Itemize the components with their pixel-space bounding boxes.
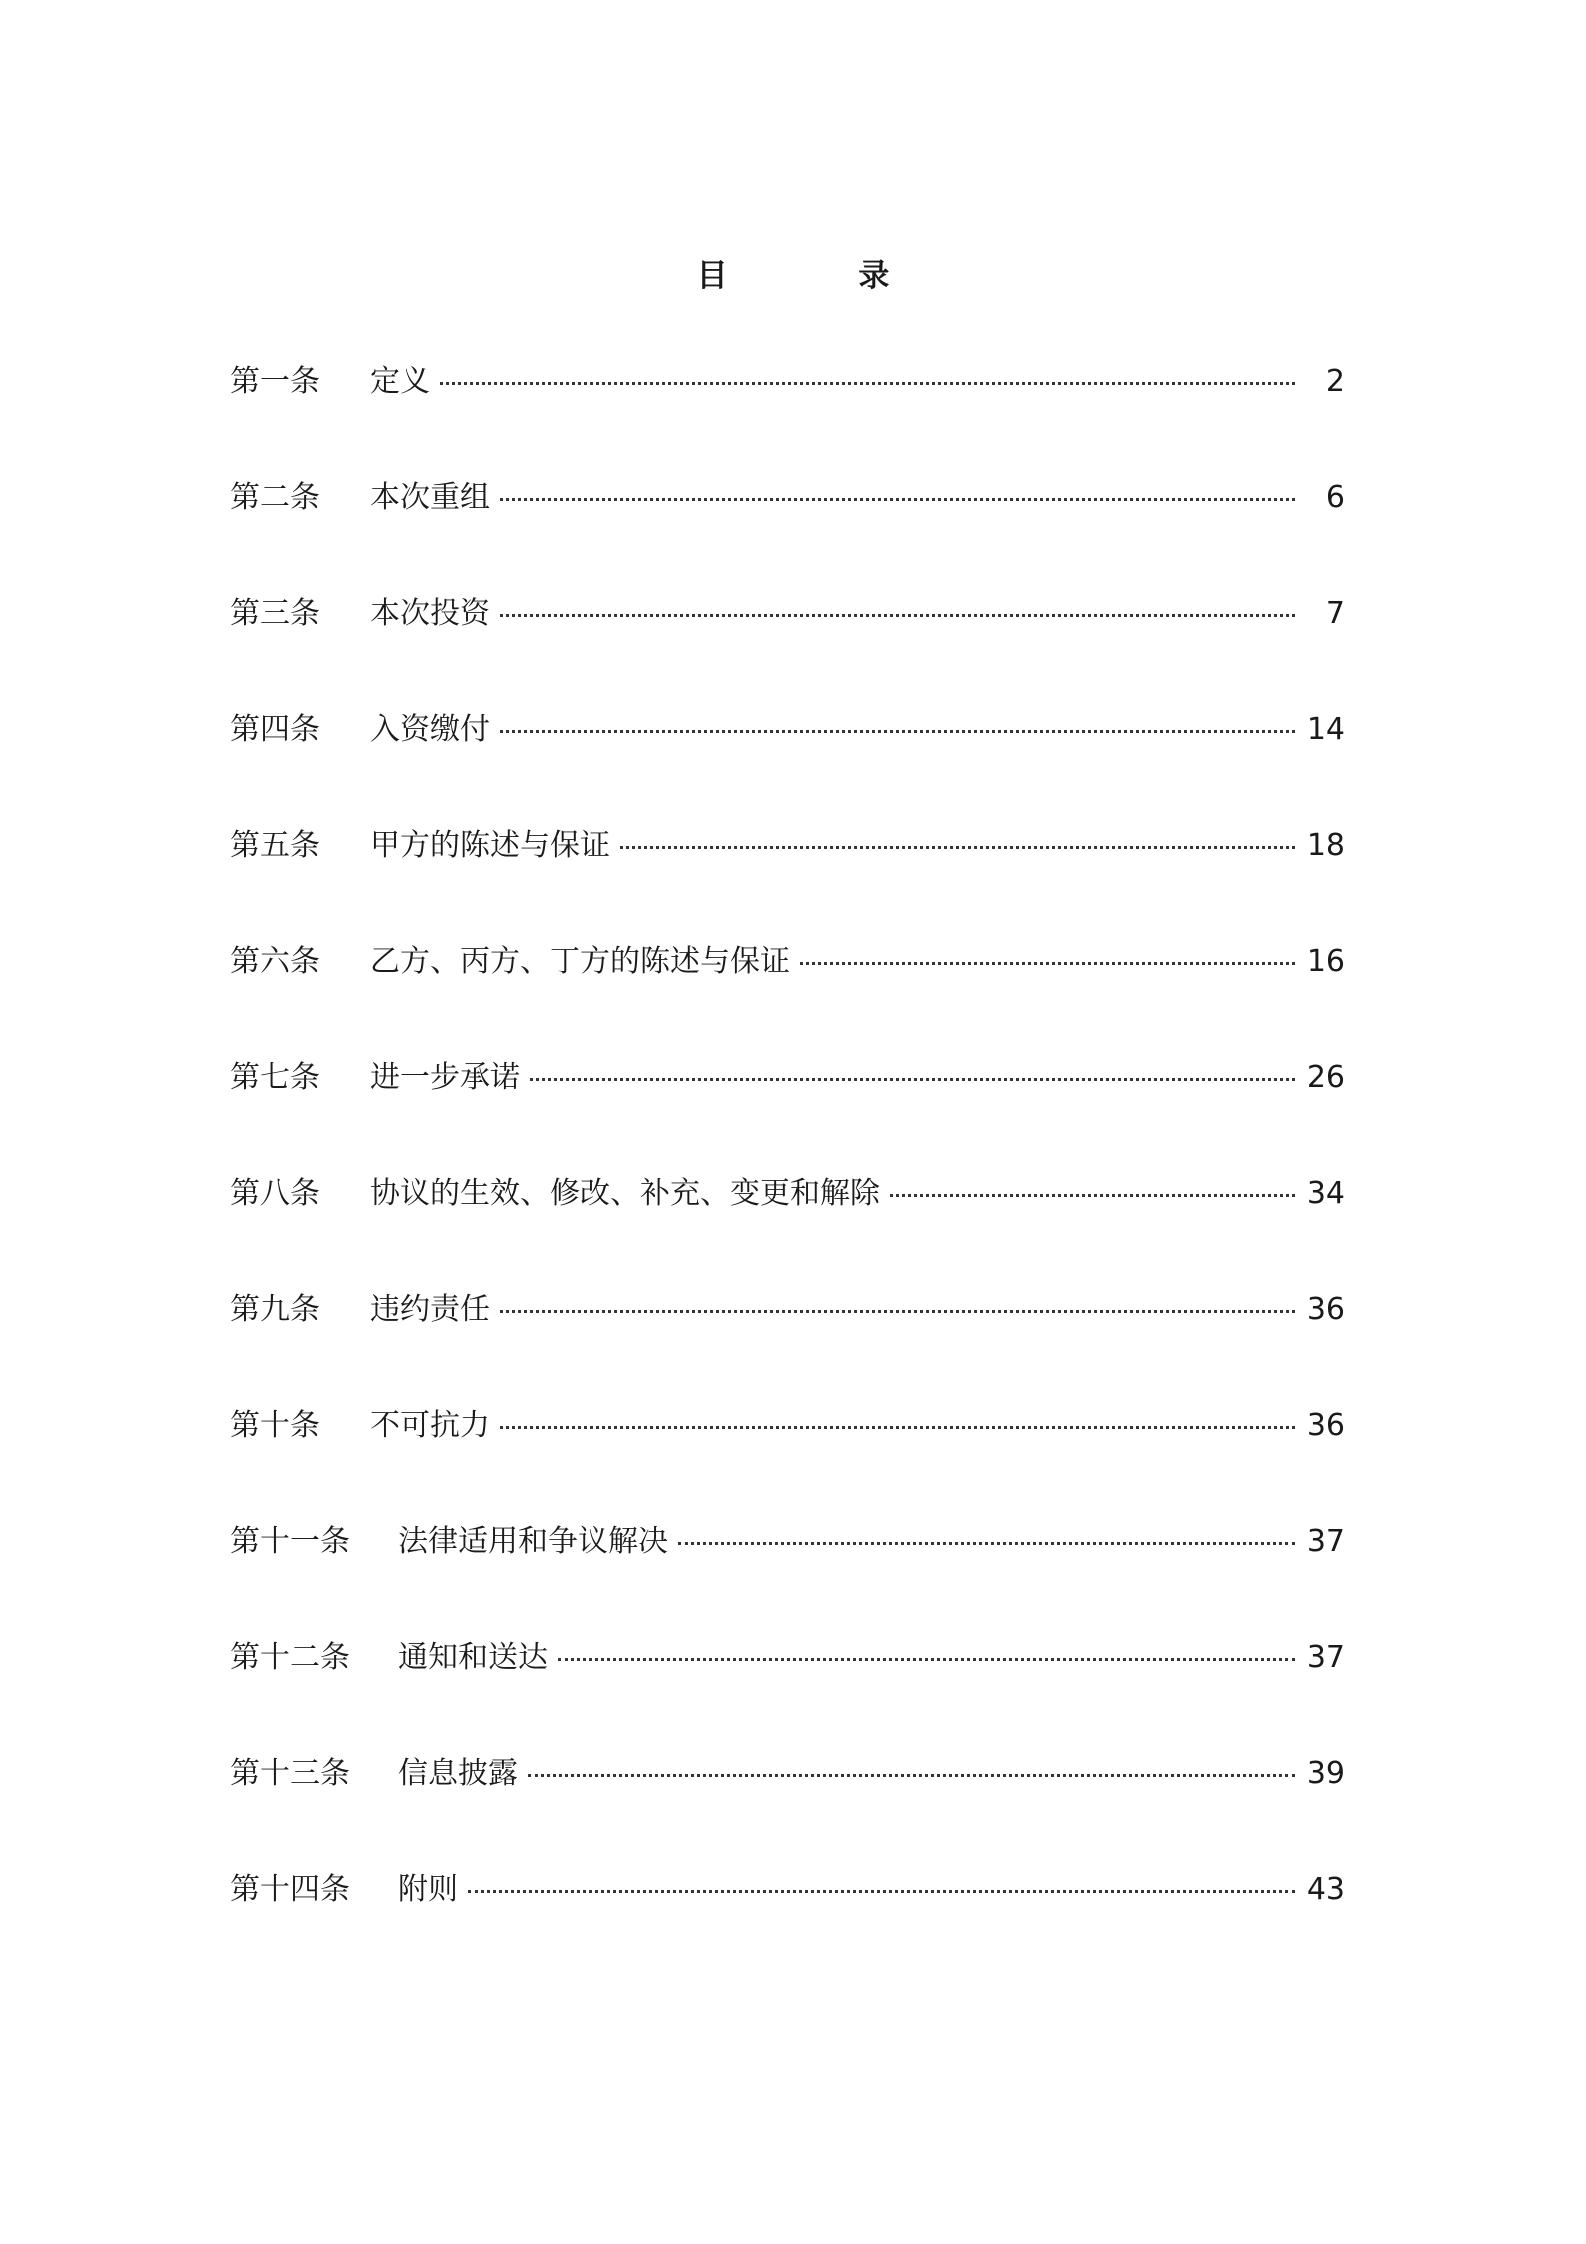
toc-entry-heading: 不可抗力: [370, 1408, 490, 1443]
toc-entry[interactable]: [230, 360, 1345, 476]
toc-entry-heading: 协议的生效、修改、补充、变更和解除: [370, 1176, 880, 1211]
toc-entry[interactable]: [230, 1172, 1345, 1288]
toc-entry-number: 第一条: [230, 364, 320, 399]
toc-entry-heading: 本次投资: [370, 596, 490, 631]
toc-entry-page: 16: [1306, 944, 1345, 979]
toc-entry-number: 第十一条: [230, 1524, 350, 1559]
toc-entry-heading: 进一步承诺: [370, 1060, 520, 1095]
toc-entry-number: 第九条: [230, 1292, 320, 1327]
toc-entry-page: 7: [1325, 596, 1345, 631]
toc-dot-leader: [500, 1310, 1295, 1313]
toc-entry[interactable]: [230, 592, 1345, 708]
toc-entry-page: 36: [1306, 1292, 1345, 1327]
toc-entry[interactable]: [230, 1288, 1345, 1404]
toc-dot-leader: [620, 846, 1295, 849]
toc-entry-page: 14: [1306, 712, 1345, 747]
toc-entry-number: 第十四条: [230, 1872, 350, 1907]
toc-entry-number: 第三条: [230, 596, 320, 631]
toc-entry-number: 第十条: [230, 1408, 320, 1443]
toc-entry-number: 第七条: [230, 1060, 320, 1095]
toc-entry-number: 第八条: [230, 1176, 320, 1211]
toc-entry-page: 37: [1306, 1640, 1345, 1675]
toc-entry-heading: 定义: [370, 364, 430, 399]
toc-entry[interactable]: [230, 1636, 1345, 1752]
toc-entry-page: 39: [1306, 1756, 1345, 1791]
toc-dot-leader: [500, 498, 1295, 501]
toc-dot-leader: [500, 1426, 1295, 1429]
toc-entry-number: 第十三条: [230, 1756, 350, 1791]
toc-entry[interactable]: [230, 1404, 1345, 1520]
toc-entry-page: 34: [1306, 1176, 1345, 1211]
toc-entry-page: 37: [1306, 1524, 1345, 1559]
toc-dot-leader: [800, 962, 1295, 965]
toc-entry[interactable]: [230, 1056, 1345, 1172]
toc-dot-leader: [530, 1078, 1295, 1081]
toc-dot-leader: [678, 1542, 1295, 1545]
toc-entry-page: 2: [1325, 364, 1345, 399]
toc-entry-number: 第五条: [230, 828, 320, 863]
toc-entry-heading: 乙方、丙方、丁方的陈述与保证: [370, 944, 790, 979]
toc-list: [230, 360, 1345, 1984]
toc-title: 目 录: [696, 258, 950, 294]
toc-entry-number: 第四条: [230, 712, 320, 747]
toc-entry[interactable]: [230, 824, 1345, 940]
toc-entry-number: 第六条: [230, 944, 320, 979]
toc-entry-heading: 信息披露: [398, 1756, 518, 1791]
toc-entry-number: 第十二条: [230, 1640, 350, 1675]
toc-entry[interactable]: [230, 1868, 1345, 1984]
toc-entry-page: 43: [1306, 1872, 1345, 1907]
toc-dot-leader: [558, 1658, 1295, 1661]
toc-entry-heading: 附则: [398, 1872, 458, 1907]
toc-entry-page: 26: [1306, 1060, 1345, 1095]
toc-entry[interactable]: [230, 476, 1345, 592]
toc-dot-leader: [468, 1890, 1295, 1893]
toc-entry-heading: 法律适用和争议解决: [398, 1524, 668, 1559]
toc-entry-page: 36: [1306, 1408, 1345, 1443]
toc-dot-leader: [440, 382, 1295, 385]
toc-entry-heading: 本次重组: [370, 480, 490, 515]
toc-dot-leader: [528, 1774, 1295, 1777]
toc-dot-leader: [890, 1194, 1295, 1197]
toc-dot-leader: [500, 730, 1295, 733]
toc-entry[interactable]: [230, 1520, 1345, 1636]
toc-entry-heading: 通知和送达: [398, 1640, 548, 1675]
toc-entry-page: 18: [1306, 828, 1345, 863]
toc-entry-heading: 违约责任: [370, 1292, 490, 1327]
toc-dot-leader: [500, 614, 1295, 617]
toc-entry[interactable]: [230, 940, 1345, 1056]
toc-entry-number: 第二条: [230, 480, 320, 515]
toc-entry-heading: 甲方的陈述与保证: [370, 828, 610, 863]
toc-entry[interactable]: [230, 708, 1345, 824]
toc-entry-page: 6: [1325, 480, 1345, 515]
toc-entry-heading: 入资缴付: [370, 712, 490, 747]
toc-entry[interactable]: [230, 1752, 1345, 1868]
